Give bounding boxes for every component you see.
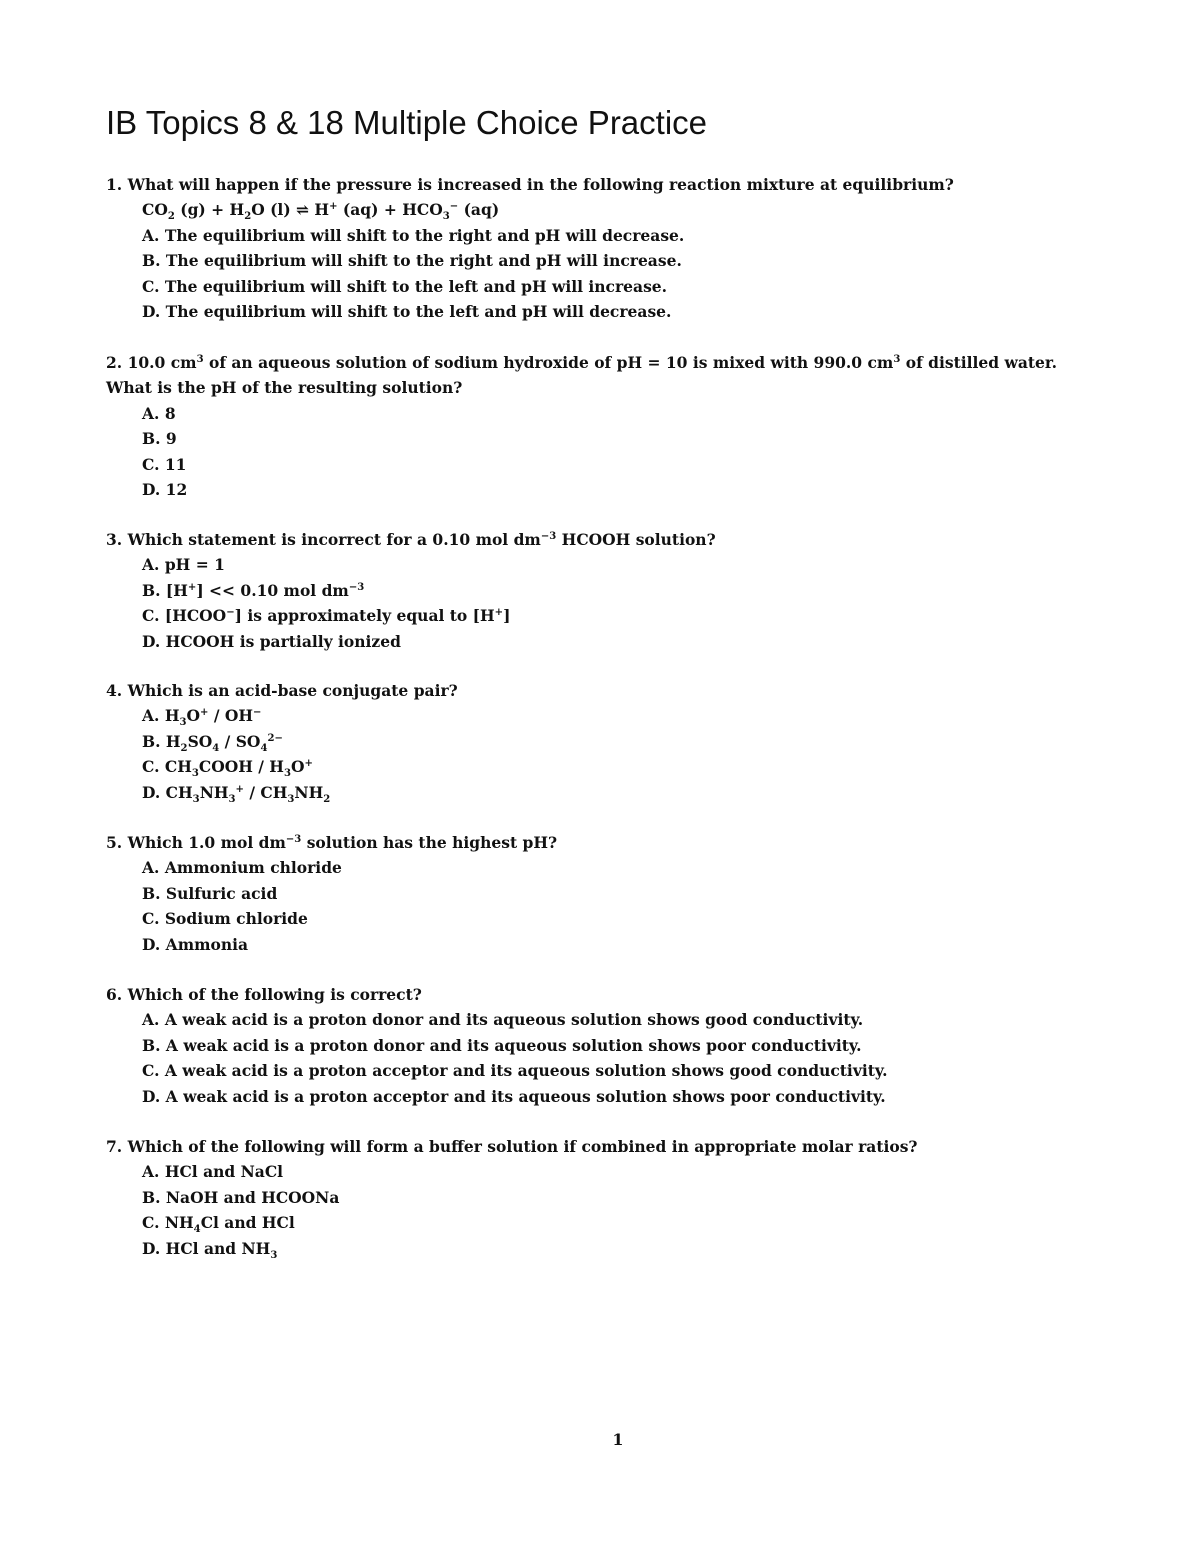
answer-option-b: B. 9 [142,429,177,449]
answer-option-b: B. $H_2SO_4 / SO_4^{2-}$ [142,731,283,754]
answer-option-b: B. A weak acid is a proton donor and its aqueous solution shows poor conductivity. [142,1035,862,1055]
answer-option-c: C. [HCOO−] is approximately equal to [H+] [142,606,511,626]
answer-option-a: A. Ammonium chloride [142,858,342,878]
answer-option-c: C. $NH_4Cl$ and HCl [142,1213,295,1236]
answer-option-d: D. 12 [142,480,188,500]
page-title: IB Topics 8 & 18 Multiple Choice Practice [106,104,708,141]
question-2 [106,350,1096,502]
answer-option-a: A. The equilibrium will shift to the right and pH will decrease. [142,225,685,245]
answer-option-a: A. pH = 1 [142,555,225,575]
question-stem: 6. Which of the following is correct? [106,985,422,1004]
page-number: 1 [612,1430,624,1449]
answer-option-d: D. $CH_3NH_3^+ / CH_3NH_2$ [142,782,331,805]
answer-option-b: B. Sulfuric acid [142,883,278,903]
question-3 [106,527,1096,654]
answer-option-c: C. The equilibrium will shift to the left and pH will increase. [142,276,668,296]
answer-option-b: B. The equilibrium will shift to the right and pH will increase. [142,251,682,271]
answer-option-a: A. $H_3O^+ / OH^-$ [142,706,262,729]
answer-option-c: C. A weak acid is a proton acceptor and its aqueous solution shows good conductivity. [142,1061,888,1081]
reaction-equation: $CO_2$ $(g) + H_2O$ (l) ⇌ H+ $(aq) + HCO_3^-$ (aq) [142,200,500,223]
question-stem: 2. 10.0 $cm^3$ of an aqueous solution of sodium hydroxide of pH = 10 is mixed with 990.0 $cm^3$ of distilled water. What is the pH of the resulting solution? [106,353,1058,398]
question-stem: 3. Which statement is incorrect for a 0.10 mol $dm^{-3}$ HCOOH solution? [106,530,716,549]
question-stem: 1. What will happen if the pressure is increased in the following reaction mixture at equilibrium? [106,175,954,194]
question-6 [106,982,1096,1109]
question-stem: 4. Which is an acid-base conjugate pair? [106,681,458,700]
answer-option-d: D. HCl and $NH_3$ [142,1238,278,1261]
question-4 [106,678,1096,805]
question-stem: 5. Which 1.0 mol $dm^{-3}$ solution has the highest pH? [106,833,558,852]
question-5 [106,830,1096,957]
question-7 [106,1134,1096,1261]
answer-option-b: B. [H+] << 0.10 mol $dm^{-3}$ [142,580,365,600]
question-1 [106,172,1096,324]
answer-option-d: D. A weak acid is a proton acceptor and its aqueous solution shows poor conductivity. [142,1086,886,1106]
answer-option-a: A. HCl and NaCl [142,1162,284,1182]
answer-option-b: B. NaOH and HCOONa [142,1187,340,1207]
answer-option-c: C. Sodium chloride [142,909,308,929]
answer-option-c: C. $CH_3COOH / H_3O^+$ [142,757,313,780]
answer-option-d: D. The equilibrium will shift to the left and pH will decrease. [142,302,672,322]
answer-option-a: A. A weak acid is a proton donor and its aqueous solution shows good conductivity. [142,1010,864,1030]
answer-option-d: D. HCOOH is partially ionized [142,631,401,651]
answer-option-a: A. 8 [142,403,176,423]
question-stem: 7. Which of the following will form a buffer solution if combined in appropriate molar ratios? [106,1137,918,1156]
answer-option-d: D. Ammonia [142,934,249,954]
answer-option-c: C. 11 [142,454,187,474]
